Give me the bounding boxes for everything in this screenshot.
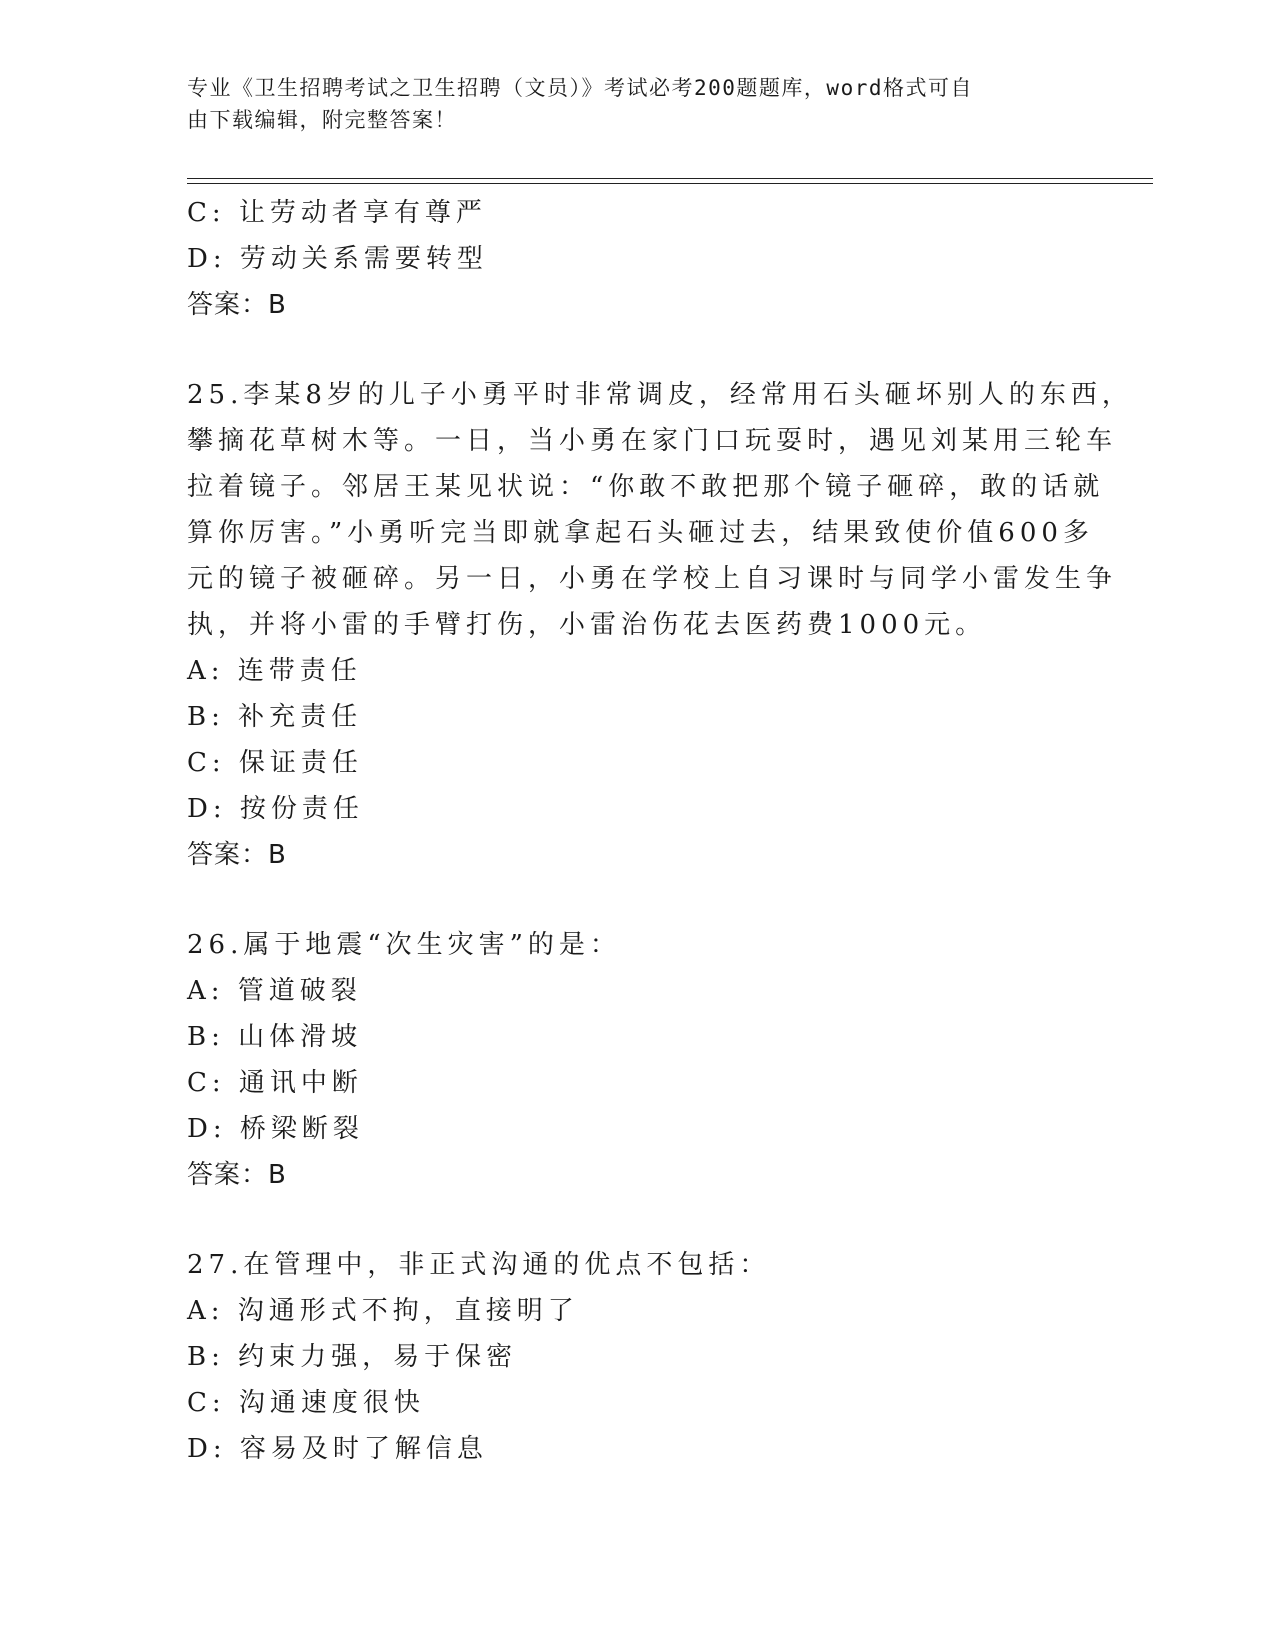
answer: 答案：B (187, 840, 287, 870)
question-text-line: 25.李某8岁的儿子小勇平时非常调皮，经常用石头砸坏别人的东西， (187, 380, 1133, 410)
header-rule-top (187, 178, 1153, 179)
option-d: D: 容易及时了解信息 (187, 1434, 488, 1464)
document-header (187, 72, 1067, 136)
option-d: D: 劳动关系需要转型 (187, 244, 488, 274)
option-c: C: 让劳动者享有尊严 (187, 198, 487, 228)
question-text-line: 26.属于地震“次生灾害”的是： (187, 930, 621, 960)
answer: 答案：B (187, 290, 287, 320)
option-d: D: 按份责任 (187, 794, 364, 824)
option-c: C: 通讯中断 (187, 1068, 363, 1098)
answer: 答案：B (187, 1160, 287, 1190)
question-text-line: 27.在管理中，非正式沟通的优点不包括： (187, 1250, 771, 1280)
question-24-tail (187, 190, 1067, 328)
option-c: C: 保证责任 (187, 748, 363, 778)
question-26 (187, 922, 1067, 1198)
option-a: A: 管道破裂 (187, 976, 362, 1006)
spacer (187, 328, 1067, 372)
option-a: A: 沟通形式不拘，直接明了 (187, 1296, 579, 1326)
question-text-line: 拉着镜子。邻居王某见状说：“你敢不敢把那个镜子砸碎，敢的话就 (187, 472, 1105, 502)
question-25 (187, 372, 1133, 878)
header-line-2: 由下载编辑，附完整答案！ (187, 108, 457, 132)
option-a: A: 连带责任 (187, 656, 362, 686)
option-d: D: 桥梁断裂 (187, 1114, 364, 1144)
option-c: C: 沟通速度很快 (187, 1388, 425, 1418)
question-27 (187, 1242, 1067, 1472)
header-line-1: 专业《卫生招聘考试之卫生招聘（文员）》考试必考200题题库，word格式可自 (187, 76, 973, 100)
option-b: B: 补充责任 (187, 702, 363, 732)
spacer (187, 878, 1067, 922)
option-b: B: 约束力强，易于保密 (187, 1342, 518, 1372)
question-text-line: 攀摘花草树木等。一日，当小勇在家门口玩耍时，遇见刘某用三轮车 (187, 426, 1118, 456)
spacer (187, 1198, 1067, 1242)
header-rule-bottom (187, 183, 1153, 184)
question-text-line: 算你厉害。”小勇听完当即就拿起石头砸过去，结果致使价值600多 (187, 518, 1094, 548)
question-text-line: 执，并将小雷的手臂打伤，小雷治伤花去医药费1000元。 (187, 610, 987, 640)
question-content (187, 190, 1133, 1472)
question-text-line: 元的镜子被砸碎。另一日，小勇在学校上自习课时与同学小雷发生争 (187, 564, 1118, 594)
option-b: B: 山体滑坡 (187, 1022, 363, 1052)
